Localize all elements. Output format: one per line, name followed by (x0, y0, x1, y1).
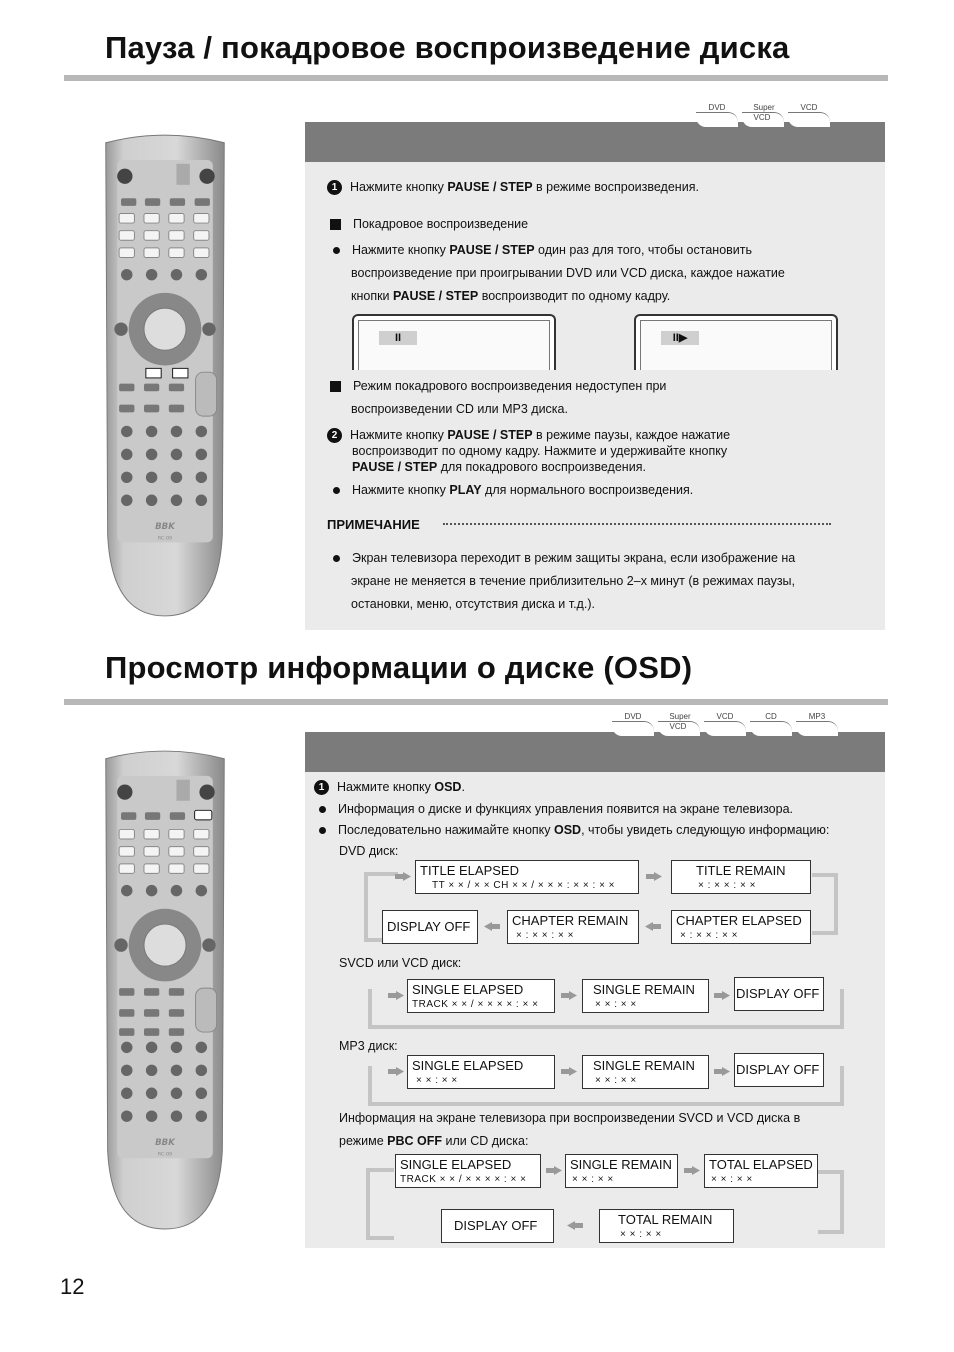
osd-bullet-2: Последовательно нажимайте кнопку OSD, чтобы увидеть следующую информацию: (316, 823, 829, 837)
osd-bullet-1: Информация о диске и функциях управления появится на экране телевизора. (316, 802, 793, 816)
svcd-single-remain-box: SINGLE REMAIN × × : × × (582, 979, 709, 1013)
step-number-1: 1 (314, 780, 329, 795)
tag-dvd: DVD (696, 112, 738, 127)
pbc-total-elapsed-box: TOTAL ELAPSED × × : × × (704, 1154, 818, 1188)
square-bullet-icon (330, 381, 341, 392)
pbc-loop-line-right (818, 1170, 844, 1234)
remote-brand-logo: BBK (155, 521, 175, 532)
note-text: Экран телевизора переходит в режим защиты экрана, если изображение на (330, 547, 795, 570)
dvd-loop-line-right (812, 873, 838, 935)
svcd-display-off-box: DISPLAY OFF (734, 977, 824, 1011)
dvd-title-remain-box: TITLE REMAIN × : × × : × × (671, 860, 811, 894)
disc-type-tags (612, 712, 838, 736)
tag-vcd: VCD (704, 721, 746, 736)
mp3-single-elapsed-box: SINGLE ELAPSED × × : × × (407, 1055, 555, 1089)
title-rule (64, 699, 888, 705)
arrow-right-icon (684, 1166, 700, 1175)
step-number-1: 1 (327, 180, 342, 195)
pause-icon: II (379, 331, 417, 345)
remote-model-label: RC-09 (157, 536, 173, 542)
pbc-single-remain-box: SINGLE REMAIN × × : × × (565, 1154, 678, 1188)
mp3-display-off-box: DISPLAY OFF (734, 1053, 824, 1087)
note-text-line3: остановки, меню, отсутствия диска и т.д.). (351, 597, 595, 611)
step-2-text: 2 Нажмите кнопку PAUSE / STEP в режиме паузы, каждое нажатие воспроизводит по одному кадру. Нажмите и удерживайте кнопку PAUSE / STEP для покадрового воспроизведения. (327, 427, 730, 475)
arrow-left-icon (645, 922, 661, 931)
note-heading: ПРИМЕЧАНИЕ (327, 517, 420, 532)
pbc-single-elapsed-box: SINGLE ELAPSED TRACK × × / × × × × : × × (395, 1154, 541, 1188)
title-rule (64, 75, 888, 81)
arrow-right-icon (546, 1166, 562, 1175)
mp3-label: MP3 диск: (339, 1039, 398, 1053)
pbc-text-line2: режиме PBC OFF или CD диска: (339, 1134, 529, 1148)
dvd-label: DVD диск: (339, 844, 399, 858)
page-title-osd: Просмотр информации о диске (OSD) (105, 650, 693, 685)
bullet-pause-desc-line2: воспроизведение при проигрывании DVD или VCD диска, каждое нажатие (351, 266, 785, 280)
arrow-right-icon (388, 1067, 404, 1076)
bullet-icon (333, 487, 340, 494)
notice-text-line2: воспроизведении CD или MP3 диска. (351, 402, 568, 416)
remote-model-label: RC-09 (157, 1152, 173, 1158)
bullet-icon (319, 827, 326, 834)
arrow-right-icon (388, 991, 404, 1000)
bullet-icon (333, 555, 340, 562)
bullet-pause-desc-line3: кнопки PAUSE / STEP воспроизводит по одному кадру. (351, 289, 671, 303)
arrow-left-icon (567, 1221, 583, 1230)
arrow-right-icon (561, 1067, 577, 1076)
sub-heading: Покадровое воспроизведение (330, 213, 528, 236)
arrow-right-icon (395, 872, 411, 881)
step-1-text: 1 Нажмите кнопку PAUSE / STEP в режиме воспроизведения. (327, 176, 699, 199)
step-icon: II▶ (661, 331, 699, 345)
arrow-right-icon (561, 991, 577, 1000)
notice-text: Режим покадрового воспроизведения недоступен при (330, 375, 666, 398)
page-title-pause: Пауза / покадровое воспроизведение диска (105, 30, 790, 65)
tag-svcd: Super VCD (742, 112, 784, 127)
tag-svcd: Super VCD (658, 721, 700, 736)
panel-header-bar (305, 732, 885, 772)
pbc-display-off-box: DISPLAY OFF (441, 1209, 554, 1243)
remote-brand-logo: BBK (155, 1137, 175, 1148)
square-bullet-icon (330, 219, 341, 230)
tv-screen-pause (352, 314, 556, 370)
dvd-title-elapsed-box: TITLE ELAPSED TT × × / × × CH × × / × × × : × × : × × (415, 860, 639, 894)
disc-type-tags (696, 103, 830, 127)
remote-control-image (100, 738, 230, 1243)
dvd-display-off-box: DISPLAY OFF (382, 910, 478, 944)
bullet-play: Нажмите кнопку PLAY для нормального воспроизведения. (330, 479, 693, 502)
osd-step-1: 1 Нажмите кнопку OSD. (314, 780, 465, 795)
svcd-label: SVCD или VCD диск: (339, 956, 462, 970)
panel-header-bar (305, 122, 885, 162)
bullet-icon (319, 806, 326, 813)
tag-cd: CD (750, 721, 792, 736)
dvd-chapter-remain-box: CHAPTER REMAIN × : × × : × × (507, 910, 639, 944)
tag-dvd: DVD (612, 721, 654, 736)
pbc-total-remain-box: TOTAL REMAIN × × : × × (599, 1209, 734, 1243)
arrow-right-icon (714, 991, 730, 1000)
note-dotted-rule (443, 523, 831, 525)
page-number: 12 (60, 1274, 85, 1299)
bullet-icon (333, 247, 340, 254)
arrow-right-icon (646, 872, 662, 881)
arrow-left-icon (484, 922, 500, 931)
tag-vcd: VCD (788, 112, 830, 127)
pbc-text: Информация на экране телевизора при воспроизведении SVCD и VCD диска в (339, 1111, 801, 1125)
remote-control-image (100, 122, 230, 630)
step-number-2: 2 (327, 428, 342, 443)
tv-screen-step (634, 314, 838, 370)
tag-mp3: MP3 (796, 721, 838, 736)
dvd-chapter-elapsed-box: CHAPTER ELAPSED × : × × : × × (671, 910, 811, 944)
pbc-loop-line-left (366, 1168, 394, 1240)
note-text-line2: экране не меняется в течение приблизительно 2–х минут (в режимах паузы, (351, 574, 796, 588)
bullet-pause-desc: Нажмите кнопку PAUSE / STEP один раз для того, чтобы остановить (330, 239, 752, 262)
arrow-right-icon (714, 1067, 730, 1076)
mp3-single-remain-box: SINGLE REMAIN × × : × × (582, 1055, 709, 1089)
svcd-single-elapsed-box: SINGLE ELAPSED TRACK × × / × × × × : × × (407, 979, 555, 1013)
